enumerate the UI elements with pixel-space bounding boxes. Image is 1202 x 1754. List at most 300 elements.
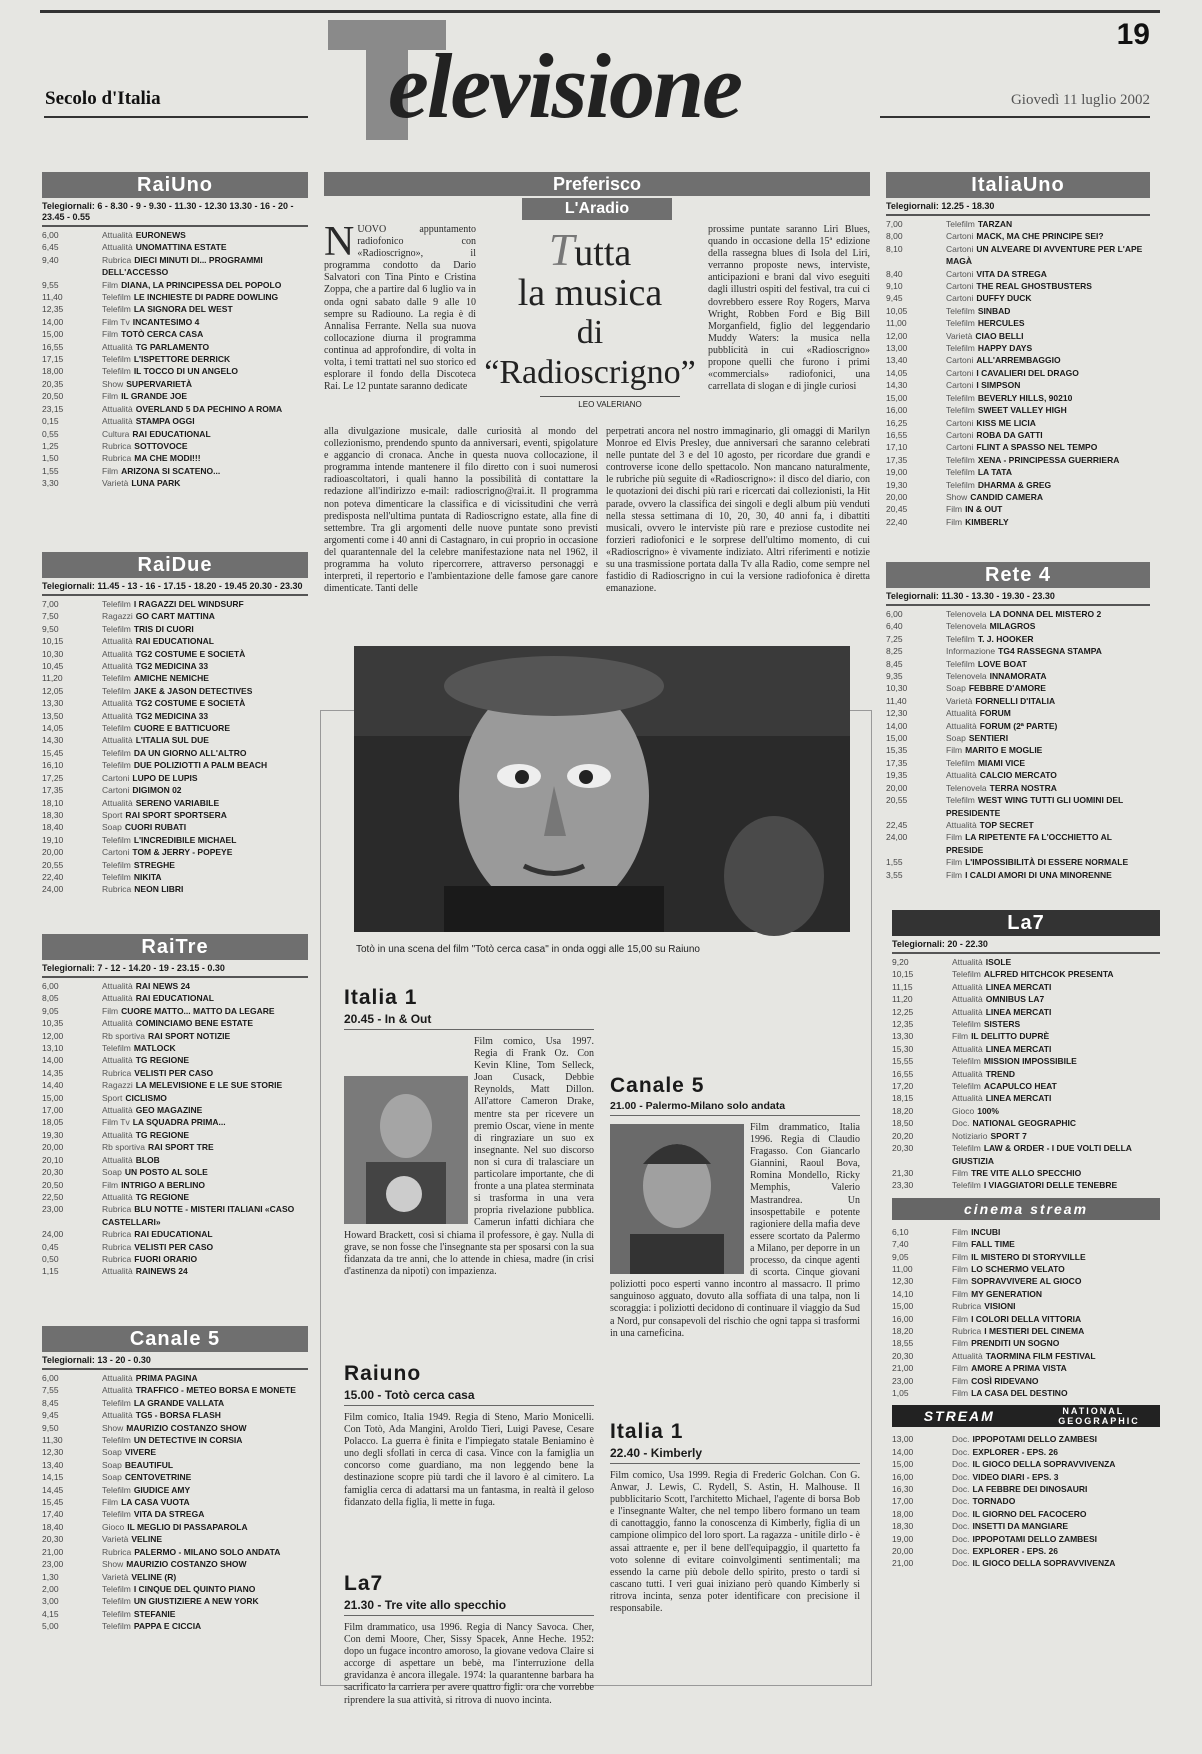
- schedule-row: [892, 1325, 1160, 1337]
- schedule-row: [42, 1228, 308, 1240]
- article-col2-bottom: perpetrati ancora nel nostro immaginario, gli omaggi di Marilyn Monroe ed Elvis Presley, due anniversari che saranno celebrati nelle puntate del 3 e del 10 agosto, per ricordare due grandi e controverse icone dello spettacolo. Non mancano naturalmente, le rubriche più seguite di «Radioscrigno»: il disco del diario, con le quotazioni dei dischi più rari e ricercati dai collezionisti, la Hit parade, ovvero la classifica dei singoli e degli album più venduti nella stessa settimana di 10, 20, 30, 40 anni fa, i dibattiti musicali, ovvero le interviste più rare e preziose custodite nei forzieri radiofonici e le sorprese dell'ultimo momento, di cui «Radioscrigno» è vivamente indiziato. Altri riferimenti e notizie su una trasmissione portata dalla Tv alla Radio, come sempre nel fastidio di Radioscrigno in cui la versione radiofonica è diretta emanazione.: [606, 426, 870, 595]
- schedule-desc: [946, 782, 1057, 794]
- schedule-desc: [102, 1397, 224, 1409]
- schedule-time: 14,05: [42, 723, 64, 734]
- schedule-title: AMORE A PRIMA VISTA: [971, 1363, 1067, 1374]
- schedule-row: [42, 1484, 308, 1496]
- schedule-genre: Doc.: [952, 1484, 970, 1495]
- schedule-genre: Doc.: [952, 1459, 970, 1470]
- schedule-genre: Telefilm: [102, 723, 131, 734]
- schedule-genre: Telefilm: [102, 599, 131, 609]
- schedule-desc: [102, 784, 182, 796]
- schedule-time: 14,35: [42, 1067, 64, 1078]
- schedule-desc: [952, 1055, 1077, 1067]
- schedule-list: [42, 598, 308, 896]
- schedule-genre: Film: [952, 1239, 969, 1250]
- schedule-desc: [946, 268, 1047, 280]
- schedule-title: CUORE MATTO... MATTO DA LEGARE: [121, 1005, 275, 1016]
- schedule-genre: Film: [946, 832, 963, 843]
- schedule-time: 11,20: [892, 994, 913, 1005]
- schedule-title: GO CART MATTINA: [135, 611, 215, 622]
- schedule-desc: [946, 429, 1043, 441]
- schedule-title: FORUM (2ª PARTE): [979, 720, 1058, 731]
- schedule-row: [886, 491, 1150, 503]
- schedule-row: [892, 1105, 1160, 1117]
- schedule-title: LE INCHIESTE DI PADRE DOWLING: [133, 292, 279, 303]
- schedule-genre: Doc.: [952, 1118, 970, 1129]
- schedule-time: 21,00: [42, 1546, 64, 1557]
- schedule-time: 17,00: [892, 1496, 914, 1507]
- schedule-title: TRAFFICO - METEO BORSA E MONETE: [135, 1385, 296, 1396]
- schedule-row: [892, 1350, 1160, 1362]
- schedule-desc: [946, 417, 1036, 429]
- schedule-row: [886, 503, 1150, 515]
- schedule-genre: Telefilm: [946, 405, 975, 416]
- schedule-genre: Film: [952, 1167, 969, 1178]
- schedule-row: [886, 404, 1150, 416]
- schedule-title: TOTÒ CERCA CASA: [121, 329, 204, 340]
- schedule-title: CANDID CAMERA: [970, 491, 1043, 502]
- schedule-genre: Film: [946, 516, 963, 527]
- schedule-row: [42, 1166, 308, 1178]
- schedule-desc: [952, 1483, 1087, 1495]
- schedule-time: 8,40: [886, 268, 903, 279]
- schedule-genre: Attualità: [102, 1154, 133, 1165]
- schedule-desc: [946, 305, 1010, 317]
- schedule-genre: Attualità: [102, 230, 133, 240]
- schedule-genre: Attualità: [102, 242, 133, 253]
- schedule-time: 14,15: [42, 1472, 64, 1483]
- schedule-title: OMNIBUS LA7: [985, 994, 1045, 1005]
- schedule-time: 19,10: [42, 834, 64, 845]
- schedule-desc: [952, 1080, 1057, 1092]
- schedule-title: ISOLE: [985, 957, 1012, 967]
- schedule-genre: Telefilm: [946, 479, 975, 490]
- schedule-row: [892, 1226, 1160, 1238]
- schedule-title: TORNADO: [972, 1496, 1016, 1507]
- schedule-time: 24,00: [886, 832, 908, 843]
- schedule-row: [42, 279, 308, 291]
- schedule-desc: [946, 454, 1119, 466]
- schedule-desc: [946, 707, 1011, 719]
- schedule-title: RAI EDUCATIONAL: [135, 636, 214, 647]
- schedule-row: [886, 608, 1150, 620]
- schedule-row: [42, 1042, 308, 1054]
- schedule-time: 20,30: [892, 1143, 914, 1154]
- schedule-title: SENTIERI: [968, 733, 1009, 744]
- schedule-row: [42, 635, 308, 647]
- schedule-genre: Telefilm: [946, 305, 975, 316]
- schedule-desc: [952, 1275, 1081, 1287]
- schedule-row: [886, 342, 1150, 354]
- schedule-title: AMICHE NEMICHE: [133, 673, 209, 684]
- schedule-genre: Telefilm: [102, 366, 131, 377]
- issue-date: Giovedì 11 luglio 2002: [1010, 92, 1150, 108]
- schedule-list: [42, 980, 308, 1278]
- schedule-desc: [102, 1166, 208, 1178]
- schedule-desc: [952, 1030, 1049, 1042]
- cinema-stream-logo: cinema stream: [892, 1198, 1160, 1220]
- schedule-genre: Attualità: [102, 1373, 133, 1383]
- schedule-title: HAPPY DAYS: [977, 343, 1033, 354]
- schedule-genre: Attualità: [102, 981, 133, 991]
- schedule-time: 20,30: [42, 1167, 64, 1178]
- schedule-list: [42, 1372, 308, 1633]
- schedule-row: [886, 856, 1150, 868]
- schedule-row: [886, 633, 1150, 645]
- schedule-title: CUORE E BATTICUORE: [133, 723, 230, 734]
- pick-italia1-kimberly: [610, 1420, 860, 1686]
- schedule-desc: [102, 1595, 259, 1607]
- schedule-title: LUNA PARK: [131, 478, 181, 489]
- schedule-time: 18,20: [892, 1325, 914, 1336]
- schedule-title: HERCULES: [977, 318, 1025, 329]
- schedule-genre: Attualità: [946, 708, 977, 719]
- schedule-time: 1,05: [892, 1388, 909, 1398]
- schedule-genre: Telefilm: [102, 623, 131, 634]
- schedule-time: 9,45: [886, 293, 903, 304]
- schedule-genre: Rubrica: [102, 453, 132, 464]
- schedule-title: LINEA MERCATI: [985, 1006, 1052, 1017]
- schedule-genre: Doc.: [952, 1471, 970, 1482]
- schedule-desc: [102, 1067, 213, 1079]
- schedule-genre: Film: [102, 1005, 119, 1016]
- schedule-title: FORUM: [979, 708, 1011, 719]
- schedule-time: 6,10: [892, 1226, 909, 1237]
- schedule-row: [42, 1203, 308, 1228]
- schedule-time: 20,20: [892, 1130, 914, 1141]
- schedule-time: 8,25: [886, 646, 903, 657]
- schedule-desc: [952, 1043, 1051, 1055]
- schedule-time: 17,15: [42, 354, 64, 365]
- schedule-genre: Attualità: [102, 1266, 133, 1277]
- schedule-row: [42, 353, 308, 365]
- schedule-genre: Film: [952, 1288, 969, 1299]
- schedule-desc: [946, 831, 1150, 856]
- schedule-title: VELISTI PER CASO: [134, 1067, 214, 1078]
- schedule-time: 11,30: [42, 1435, 63, 1446]
- schedule-genre: Telefilm: [102, 871, 131, 882]
- schedule-row: [886, 243, 1150, 268]
- schedule-title: LA SQUADRA PRIMA...: [132, 1117, 226, 1128]
- schedule-row: [892, 1167, 1160, 1179]
- schedule-genre: Attualità: [952, 1350, 983, 1361]
- schedule-desc: [102, 390, 187, 402]
- schedule-genre: Telefilm: [102, 834, 131, 845]
- schedule-row: [886, 670, 1150, 682]
- schedule-time: 14,05: [886, 367, 908, 378]
- schedule-time: 10,15: [892, 969, 914, 980]
- schedule-desc: [946, 441, 1097, 453]
- schedule-desc: [102, 1005, 275, 1017]
- schedule-row: [892, 1080, 1160, 1092]
- schedule-genre: Film: [952, 1388, 969, 1398]
- schedule-genre: Film: [102, 465, 119, 476]
- schedule-title: LA RIPETENTE FA L'OCCHIETTO AL PRESIDE: [946, 832, 1112, 855]
- schedule-row: [892, 1068, 1160, 1080]
- schedule-row: [42, 846, 308, 858]
- schedule-title: IL MEGLIO DI PASSAPAROLA: [127, 1521, 248, 1532]
- schedule-title: NATIONAL GEOGRAPHIC: [972, 1118, 1077, 1129]
- schedule-row: [892, 993, 1160, 1005]
- schedule-genre: Film: [102, 329, 119, 340]
- schedule-genre: Film: [952, 1031, 969, 1042]
- schedule-time: 14,30: [886, 380, 908, 391]
- schedule-time: 10,05: [886, 305, 908, 316]
- schedule-genre: Telefilm: [102, 354, 131, 365]
- schedule-time: 14,00: [42, 316, 64, 327]
- schedule-title: TRE VITE ALLO SPECCHIO: [971, 1167, 1082, 1178]
- schedule-desc: [102, 316, 199, 328]
- schedule-row: [42, 672, 308, 684]
- toto-photo: [354, 646, 850, 932]
- schedule-desc: [946, 695, 1055, 707]
- schedule-genre: Film: [102, 391, 119, 402]
- schedule-genre: Attualità: [102, 993, 133, 1004]
- schedule-genre: Varietà: [946, 695, 973, 706]
- schedule-genre: Soap: [102, 822, 122, 833]
- schedule-time: 20,45: [886, 504, 908, 515]
- schedule-row: [886, 379, 1150, 391]
- schedule-genre: Cartoni: [102, 785, 130, 796]
- schedule-title: LUPO DE LUPIS: [132, 772, 198, 783]
- schedule-desc: [946, 769, 1057, 781]
- schedule-title: UN GIUSTIZIERE A NEW YORK: [133, 1596, 259, 1607]
- schedule-list: [892, 956, 1160, 1192]
- schedule-desc: [946, 354, 1061, 366]
- schedule-genre: Telefilm: [102, 1484, 131, 1495]
- schedule-title: I RAGAZZI DEL WINDSURF: [133, 599, 244, 609]
- schedule-genre: Varietà: [102, 1571, 129, 1582]
- schedule-row: [886, 305, 1150, 317]
- schedule-desc: [946, 856, 1128, 868]
- schedule-row: [892, 1251, 1160, 1263]
- schedule-genre: Doc.: [952, 1508, 970, 1519]
- pick-slot: 21.00 - Palermo-Milano solo andata: [610, 1100, 860, 1116]
- article-col2-top: prossime puntate saranno Liri Blues, quando in occasione della 15ª edizione della rassegna blues di Isola del Liri, verranno proposte news, interviste, anticipazioni e brani dal vivo eseguiti dagli illustri ospiti del festival, tra cui ci dovrebbero essere Roy Rogers, Marva Wright, Robben Ford e Big Bill Morganfield, figlio del leggendario Muddy Waters: la musica nella pubblicità in cui «Radioscrigno» propone quelli che furono i primi «commercials» radiofonici, una carrellata di slogan e di jingle curiosi: [708, 224, 870, 393]
- schedule-title: UN ALVEARE DI AVVENTURE PER L'APE MAGÀ: [946, 243, 1143, 267]
- schedule-desc: [102, 992, 214, 1004]
- rete4-block: [886, 562, 1150, 881]
- schedule-desc: [102, 1154, 160, 1166]
- tg-times: Telegiornali: 11.45 - 13 - 16 - 17.15 - 18.20 - 19.45 20.30 - 23.30: [42, 581, 308, 596]
- schedule-desc: [102, 685, 252, 697]
- schedule-row: [42, 452, 308, 464]
- schedule-genre: Film: [952, 1338, 969, 1349]
- schedule-desc: [102, 1079, 282, 1091]
- schedule-row: [886, 417, 1150, 429]
- schedule-desc: [102, 871, 162, 883]
- schedule-desc: [102, 660, 208, 672]
- pick-text: Film comico, Italia 1949. Regia di Steno, Mario Monicelli. Con Totò, Ada Mangini, Aroldo Tieri, Luigi Pavese, Cesare Polacco. La guerra è finita e l'impiegato statale Beniamino è uno degli sfollati in cerca di casa. Vince con la famiglia un concorso come guardiano, ma non leggendo bene la destinazione scopre più tardi che il lavoro è al cimitero. La famiglia cerca di adattarsi ma un fantasma, in realtà il geloso fidanzato della figlia, li mette in fuga.: [344, 1412, 594, 1508]
- schedule-title: OVERLAND 5 DA PECHINO A ROMA: [135, 403, 283, 414]
- schedule-time: 14,40: [42, 1080, 64, 1091]
- schedule-title: LO SCHERMO VELATO: [971, 1263, 1065, 1274]
- schedule-desc: [102, 328, 203, 340]
- schedule-time: 7,50: [42, 611, 59, 622]
- schedule-genre: Attualità: [102, 1191, 133, 1202]
- schedule-row: [886, 454, 1150, 466]
- schedule-title: RAI EDUCATIONAL: [135, 993, 214, 1004]
- schedule-time: 9,55: [42, 279, 59, 290]
- schedule-title: L'IMPOSSIBILITÀ DI ESSERE NORMALE: [965, 857, 1129, 868]
- schedule-genre: Show: [946, 491, 968, 502]
- schedule-time: 20,35: [42, 378, 64, 389]
- schedule-genre: Attualità: [952, 1006, 983, 1017]
- schedule-genre: Attualità: [946, 770, 977, 781]
- article-col1-top: [324, 219, 476, 393]
- schedule-time: 23,00: [42, 1559, 64, 1570]
- schedule-time: 21,30: [892, 1167, 914, 1178]
- schedule-title: LINEA MERCATI: [985, 1093, 1052, 1104]
- schedule-desc: [952, 1533, 1097, 1545]
- dropcap: N: [324, 219, 355, 265]
- schedule-desc: [952, 1263, 1065, 1275]
- schedule-row: [886, 479, 1150, 491]
- schedule-title: MISSION IMPOSSIBILE: [983, 1056, 1077, 1067]
- schedule-time: 12,35: [892, 1019, 914, 1030]
- schedule-title: SOPRAVVIVERE AL GIOCO: [971, 1276, 1082, 1287]
- schedule-time: 6,00: [42, 1373, 59, 1383]
- schedule-genre: Attualità: [952, 994, 983, 1005]
- schedule-title: RAI SPORT SPORTSERA: [125, 809, 227, 820]
- schedule-title: VELISTI PER CASO: [134, 1241, 214, 1252]
- schedule-time: 13,10: [42, 1043, 64, 1054]
- schedule-desc: [102, 341, 209, 353]
- schedule-title: TOM & JERRY - POPEYE: [132, 847, 233, 858]
- schedule-row: [42, 415, 308, 427]
- schedule-row: [42, 1079, 308, 1091]
- schedule-desc: [102, 1017, 253, 1029]
- schedule-title: RAI SPORT TRE: [148, 1142, 214, 1153]
- schedule-list: [892, 1433, 1160, 1569]
- schedule-time: 20,30: [42, 1534, 64, 1545]
- schedule-title: I COLORI DELLA VITTORIA: [971, 1313, 1082, 1324]
- schedule-row: [42, 1141, 308, 1153]
- schedule-row: [892, 1179, 1160, 1191]
- schedule-row: [42, 1265, 308, 1277]
- schedule-row: [42, 1595, 308, 1607]
- schedule-desc: [952, 1446, 1058, 1458]
- photo-caption: Totò in una scena del film "Totò cerca casa" in onda oggi alle 15,00 su Raiuno: [356, 944, 700, 955]
- schedule-title: IL GIOCO DELLA SOPRAVVIVENZA: [972, 1459, 1116, 1470]
- schedule-title: EXPLORER - EPS. 26: [972, 1546, 1058, 1557]
- canale5-block: [42, 1326, 308, 1633]
- channel-header: RaiTre: [42, 934, 308, 960]
- schedule-desc: [102, 353, 230, 365]
- schedule-time: 15,30: [892, 1043, 914, 1054]
- schedule-row: [892, 1471, 1160, 1483]
- schedule-title: TG4 RASSEGNA STAMPA: [998, 646, 1102, 657]
- schedule-genre: Film: [946, 745, 963, 756]
- schedule-row: [42, 1459, 308, 1471]
- schedule-desc: [102, 440, 188, 452]
- schedule-list: [42, 229, 308, 490]
- article-kicker: [324, 172, 870, 220]
- schedule-genre: Attualità: [102, 710, 133, 721]
- schedule-genre: Cartoni: [946, 268, 974, 279]
- schedule-time: 16,55: [42, 341, 64, 352]
- schedule-desc: [102, 1228, 213, 1240]
- schedule-time: 1,25: [42, 440, 59, 451]
- schedule-genre: Rubrica: [102, 1253, 132, 1264]
- schedule-desc: [952, 1130, 1027, 1142]
- schedule-title: LA SIGNORA DEL WEST: [133, 304, 233, 315]
- schedule-row: [886, 441, 1150, 453]
- schedule-title: VITA DA STREGA: [976, 268, 1047, 279]
- schedule-desc: [946, 379, 1020, 391]
- schedule-title: FLINT A SPASSO NEL TEMPO: [976, 442, 1098, 453]
- schedule-genre: Attualità: [946, 819, 977, 830]
- schedule-title: BEVERLY HILLS, 90210: [977, 392, 1073, 403]
- schedule-time: 16,30: [892, 1484, 914, 1495]
- schedule-row: [42, 390, 308, 402]
- schedule-row: [886, 645, 1150, 657]
- schedule-desc: [102, 1471, 191, 1483]
- schedule-desc: [102, 1521, 248, 1533]
- schedule-row: [886, 516, 1150, 528]
- schedule-title: IN & OUT: [965, 504, 1003, 515]
- schedule-title: MATLOCK: [133, 1043, 176, 1054]
- schedule-desc: [102, 1191, 189, 1203]
- pick-slot: 21.30 - Tre vite allo specchio: [344, 1598, 594, 1616]
- schedule-time: 12,30: [892, 1276, 914, 1287]
- schedule-row: [42, 834, 308, 846]
- schedule-desc: [102, 465, 220, 477]
- schedule-time: 9,20: [892, 957, 909, 967]
- pick-slot: 20.45 - In & Out: [344, 1012, 594, 1030]
- schedule-genre: Rubrica: [952, 1325, 982, 1336]
- headline-line3: di “Radioscrigno”: [484, 314, 696, 391]
- schedule-genre: Show: [102, 378, 124, 389]
- schedule-desc: [952, 981, 1051, 993]
- schedule-time: 13,30: [42, 698, 64, 709]
- schedule-genre: Telenovela: [946, 782, 987, 793]
- schedule-row: [42, 403, 308, 415]
- schedule-genre: Attualità: [102, 403, 133, 414]
- schedule-time: 11,20: [42, 673, 63, 684]
- schedule-time: 15,00: [892, 1459, 914, 1470]
- schedule-title: TG2 COSTUME E SOCIETÀ: [135, 698, 246, 709]
- schedule-genre: Cartoni: [946, 429, 974, 440]
- schedule-title: KIMBERLY: [965, 516, 1009, 527]
- top-rule: [40, 10, 1160, 13]
- raiuno-block: [42, 172, 308, 490]
- natgeo-logo-text: NATIONAL GEOGRAPHIC: [1058, 1406, 1140, 1427]
- schedule-title: VELINE: [131, 1534, 163, 1545]
- schedule-genre: Telefilm: [946, 757, 975, 768]
- schedule-time: 13,00: [892, 1434, 914, 1445]
- schedule-desc: [952, 1105, 999, 1117]
- schedule-row: [886, 658, 1150, 670]
- pick-channel: La7: [344, 1572, 384, 1595]
- schedule-row: [42, 1583, 308, 1595]
- schedule-list: [892, 1226, 1160, 1400]
- schedule-genre: Soap: [946, 733, 966, 744]
- schedule-time: 9,05: [42, 1005, 59, 1016]
- schedule-desc: [952, 1226, 1000, 1238]
- schedule-title: SERENO VARIABILE: [135, 797, 220, 808]
- schedule-title: TG REGIONE: [135, 1191, 190, 1202]
- schedule-genre: Film: [952, 1251, 969, 1262]
- schedule-title: UN DETECTIVE IN CORSIA: [133, 1435, 243, 1446]
- schedule-desc: [946, 491, 1043, 503]
- schedule-time: 15,55: [892, 1056, 914, 1067]
- schedule-time: 8,10: [886, 243, 903, 254]
- schedule-desc: [946, 633, 1034, 645]
- schedule-row: [892, 1030, 1160, 1042]
- schedule-genre: Attualità: [102, 1129, 133, 1140]
